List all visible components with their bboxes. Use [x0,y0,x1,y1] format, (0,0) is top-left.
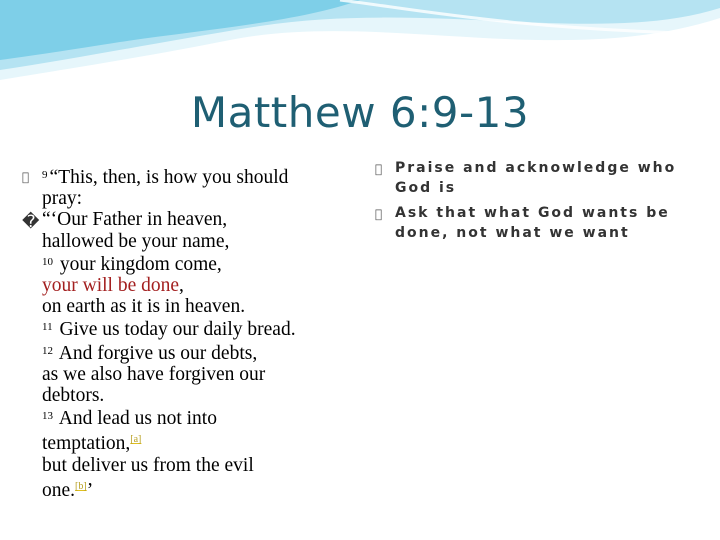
bullet-icon [375,204,382,224]
verse-9-line-1: $^9$ “This, then, is how you should [42,167,289,188]
footnote-link-a[interactable]: [a] [130,434,142,446]
summary-point [375,158,705,198]
verse-11-line: $^{11}$ Give us today our daily bread. [42,319,296,341]
highlighted-phrase: your will be done [42,275,180,297]
slide-title: Matthew 6:9-13 [190,88,530,137]
verse-13-line-4: one.[b]’ [42,479,94,501]
summary-points [375,158,705,248]
footnote-link-b[interactable]: [b] [75,480,87,492]
verse-number: 12 [42,344,53,357]
header-wave-decoration [0,0,720,90]
verse-number: 13 [42,410,53,423]
verse-10-highlight-line: your will be done, [42,275,184,297]
verse-13-line-2: temptation,[a] [42,433,142,455]
verse-number: 11 [42,321,53,334]
verse-number: 9 [42,169,48,181]
bullet-icon [375,159,382,179]
prayer-line-2: hallowed be your name, [42,230,230,252]
verse-9-line-2: pray: [42,188,83,210]
verse-12-line-3: debtors. [42,385,105,407]
prayer-line-1: “‘Our Father in heaven, [42,209,228,231]
verse-10-line-1: $^{10}$ your kingdom come, [42,253,222,275]
verse-number: 10 [42,255,53,268]
summary-point [375,203,705,243]
summary-point-text: Ask that what God wants be done, not what we want [395,205,670,241]
verse-12-line-2: as we also have forgiven our [42,363,266,385]
verse-10-line-3: on earth as it is in heaven. [42,296,246,318]
verse-13-line-3: but deliver us from the evil [42,454,254,476]
bullet-icon [22,167,29,188]
verse-13-line-1: $^{13}$ And lead us not into [42,408,217,430]
scripture-passage [22,165,352,501]
bullet-icon-missing-glyph: � [22,212,40,232]
summary-point-text: Praise and acknowledge who God is [395,160,677,196]
verse-12-line-1: $^{12}$ And forgive us our debts, [42,342,258,364]
